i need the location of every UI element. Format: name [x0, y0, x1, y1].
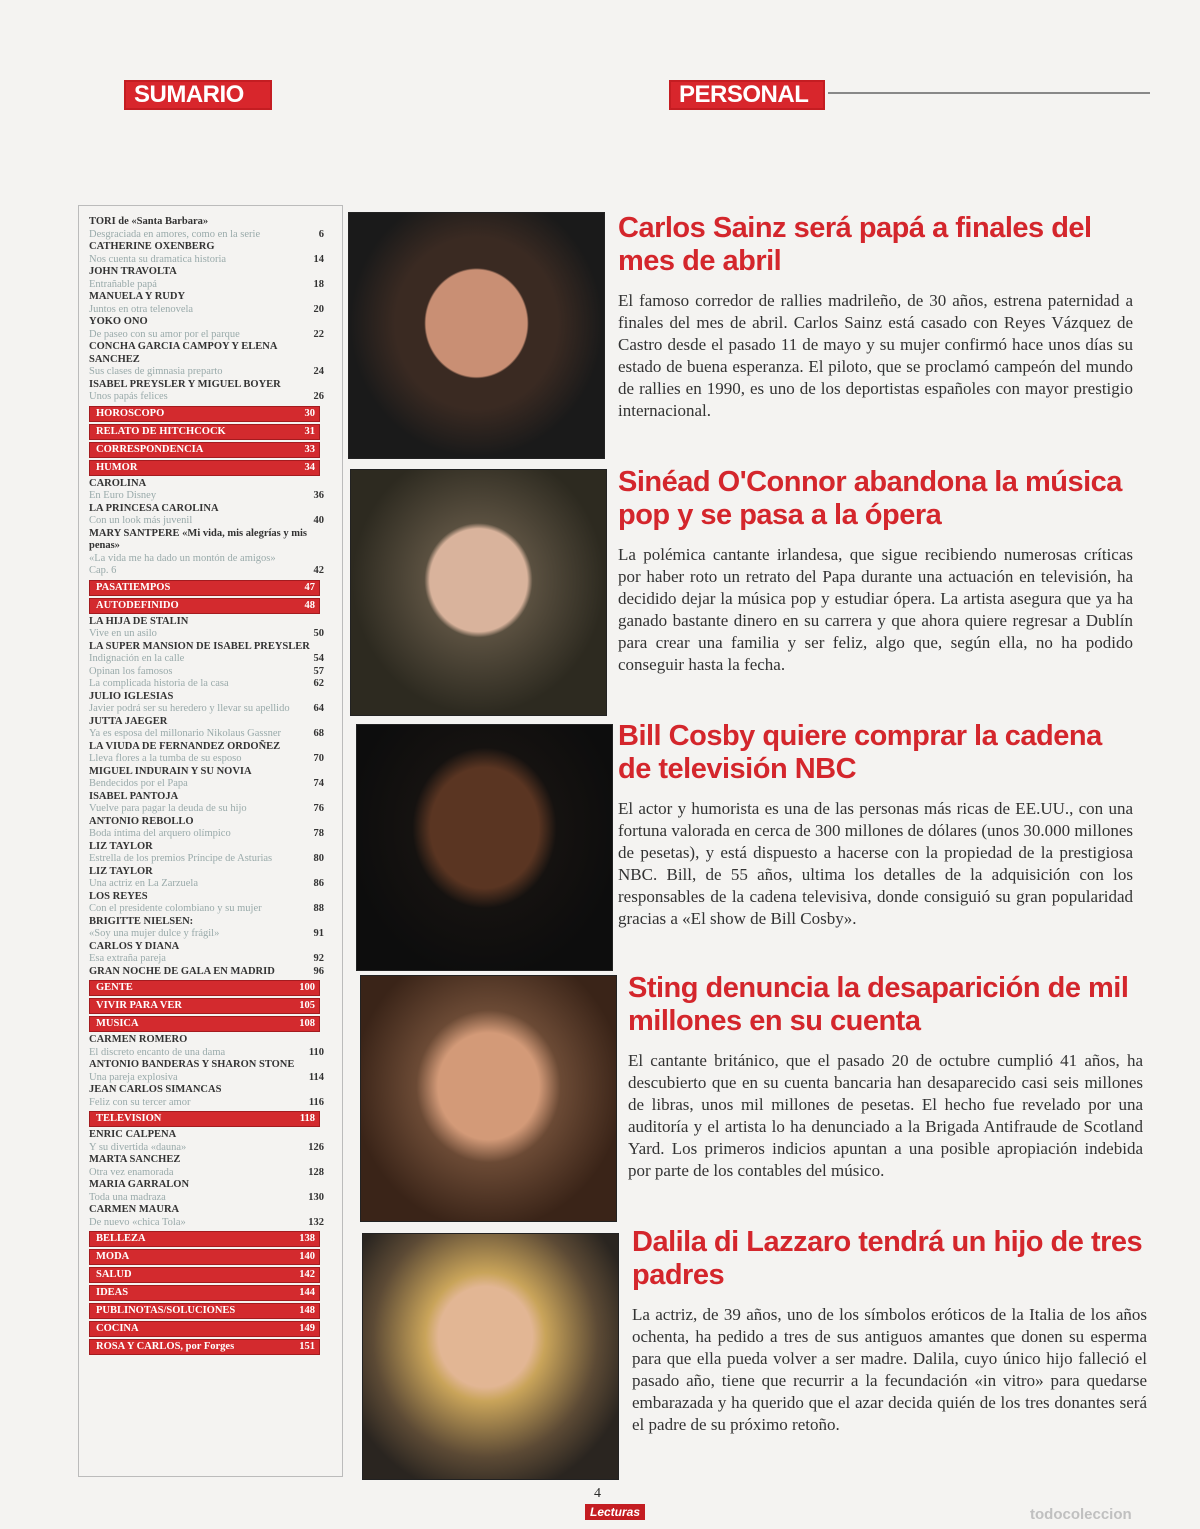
toc-section-label: MUSICA: [96, 1018, 139, 1029]
toc-entry: [89, 740, 324, 766]
toc-section-label: BELLEZA: [96, 1233, 146, 1244]
toc-entry: [89, 615, 324, 641]
toc-entry-title: BRIGITTE NIELSEN:: [89, 915, 194, 927]
toc-page-number: 70: [313, 753, 324, 764]
toc-entry-subtitle: Vive en un asilo: [89, 628, 157, 639]
article-headline: Bill Cosby quiere comprar la cadena de televisión NBC: [618, 720, 1102, 785]
toc-section-label: HUMOR: [96, 461, 138, 473]
toc-page-number: 100: [299, 982, 315, 993]
toc-page-number: 108: [299, 1018, 315, 1029]
toc-entry: [89, 865, 324, 891]
toc-page-number: 142: [299, 1269, 315, 1280]
toc-entry: [89, 1204, 324, 1229]
toc-page-number: 130: [308, 1191, 324, 1203]
header-rule: [828, 92, 1150, 94]
toc-entry: [89, 502, 324, 528]
toc-entry: [89, 241, 324, 266]
section-tag-sumario: SUMARIO: [124, 80, 272, 110]
toc-section-label: MODA: [96, 1251, 130, 1262]
toc-section-label: TELEVISION: [96, 1113, 162, 1124]
toc-entry: [89, 678, 324, 691]
toc-entry-title: LA PRINCESA CAROLINA: [89, 502, 219, 514]
toc-page-number: 148: [299, 1305, 315, 1316]
toc-entry-title: MARTA SANCHEZ: [89, 1154, 181, 1165]
photo-carlos-sainz: [348, 212, 605, 459]
toc-entry: [89, 378, 324, 404]
toc-entry-subtitle: De paseo con su amor por el parque: [89, 328, 240, 340]
toc-entry-title: ANTONIO REBOLLO: [89, 815, 194, 827]
toc-section-bar: [89, 1111, 320, 1127]
toc-section-bar: [89, 442, 320, 458]
toc-section-bar: [89, 1231, 320, 1247]
photo-sinead-oconnor: [350, 469, 607, 716]
toc-entry-title: TORI de «Santa Barbara»: [89, 216, 209, 227]
watermark: todocoleccion: [1030, 1506, 1132, 1523]
toc-page-number: 50: [313, 628, 324, 639]
toc-entry-subtitle: Y su divertida «dauna»: [89, 1141, 187, 1153]
toc-entry-subtitle: El discreto encanto de una dama: [89, 1046, 226, 1058]
toc-entry: [89, 216, 324, 241]
toc-page-number: 36: [313, 490, 324, 501]
toc-page-number: 110: [308, 1046, 324, 1058]
toc-page-number: 92: [313, 953, 324, 964]
article-sinead-oconnor: [618, 466, 1133, 676]
article-sting: [628, 972, 1143, 1182]
toc-entry-subtitle: Nos cuenta su dramatica historia: [89, 253, 227, 265]
toc-section-bar: [89, 1303, 320, 1319]
toc-entry-title: LA SUPER MANSION DE ISABEL PREYSLER: [89, 640, 310, 652]
toc-entry-title: LA VIUDA DE FERNANDEZ ORDOÑEZ: [89, 740, 281, 752]
toc-section-bar: [89, 424, 320, 440]
toc-section-label: IDEAS: [96, 1287, 129, 1298]
table-of-contents: [78, 205, 343, 1477]
toc-entry-title: ANTONIO BANDERAS Y SHARON STONE: [89, 1059, 295, 1070]
toc-section-label: HOROSCOPO: [96, 407, 165, 419]
toc-section-bar: [89, 1339, 320, 1355]
toc-page-number: 20: [313, 303, 324, 315]
toc-entry: [89, 690, 324, 716]
toc-page-number: 140: [299, 1251, 315, 1262]
toc-section-label: ROSA Y CARLOS, por Forges: [96, 1341, 235, 1352]
photo-sting: [360, 975, 617, 1222]
toc-section-bar: [89, 598, 320, 614]
toc-entry-subtitle: Vuelve para pagar la deuda de su hijo: [89, 803, 247, 814]
toc-section-label: VIVIR PARA VER: [96, 1000, 182, 1011]
toc-page-number: 151: [299, 1341, 315, 1352]
article-body: El famoso corredor de rallies madrileño, de 30 años, estrena paternidad a finales del mes de abril. Carlos Sainz está casado con Reyes Vázquez de Castro desde el pasado 11 de mayo y su mujer confirmó hace unos días su estado de buena esperanza. El piloto, que se proclamó campeón del mundo de rallies en 1990, es uno de los deportistas españoles con mayor prestigio internacional.: [618, 291, 1133, 420]
toc-page-number: 24: [313, 366, 324, 377]
toc-section-bar: [89, 1016, 320, 1032]
toc-page-number: 42: [313, 565, 324, 576]
toc-entry-subtitle: Con el presidente colombiano y su mujer: [89, 903, 262, 914]
toc-section-bar: [89, 1321, 320, 1337]
toc-page-number: 126: [308, 1141, 324, 1153]
toc-entry-subtitle: Una pareja explosiva: [89, 1071, 178, 1083]
toc-page-number: 48: [304, 599, 315, 611]
toc-entry-title: JUTTA JAEGER: [89, 715, 168, 727]
toc-page-number: 149: [299, 1323, 315, 1334]
article-headline: Sting denuncia la desaparición de mil millones en su cuenta: [628, 972, 1129, 1037]
toc-entry: [89, 940, 324, 966]
toc-page-number: 116: [308, 1096, 324, 1108]
toc-entry-title: LOS REYES: [89, 890, 148, 902]
toc-page-number: 118: [299, 1113, 315, 1124]
toc-entry: [89, 527, 324, 578]
toc-page-number: 144: [299, 1287, 315, 1298]
toc-page-number: 40: [313, 515, 324, 526]
toc-entry: [89, 291, 324, 316]
toc-page-number: 64: [313, 703, 324, 714]
toc-section-bar: [89, 1285, 320, 1301]
toc-entry-title: ENRIC CALPENA: [89, 1129, 177, 1140]
toc-entry-subtitle: Juntos en otra telenovela: [89, 303, 194, 315]
toc-entry-title: MIGUEL INDURAIN Y SU NOVIA: [89, 765, 252, 777]
toc-entry-subtitle: Unos papás felices: [89, 391, 168, 402]
article-body: La polémica cantante irlandesa, que sigue recibiendo numerosas críticas por haber roto un retrato del Papa durante una actuación en televisión, ha decidido dejar la música pop y estudiar ópera. La artista asegura que ya ha ganado bastante dinero en su carrera y que ahora quiere regresar a Dublín para crear una familia y ser feliz, algo que, según ella, no ha podido conseguir hasta la fecha.: [618, 545, 1133, 674]
toc-entry-title: JEAN CARLOS SIMANCAS: [89, 1084, 222, 1095]
toc-page-number: 18: [313, 278, 324, 290]
toc-page-number: 74: [313, 778, 324, 789]
toc-section-label: PUBLINOTAS/SOLUCIONES: [96, 1305, 236, 1316]
toc-entry-title: ISABEL PANTOJA: [89, 790, 179, 802]
toc-page-number: 22: [313, 328, 324, 340]
toc-page-number: 14: [313, 253, 324, 265]
toc-entry-title: CARMEN ROMERO: [89, 1034, 188, 1045]
toc-entry-title: GRAN NOCHE DE GALA EN MADRID: [89, 965, 275, 977]
toc-section-bar: [89, 998, 320, 1014]
toc-entry-subtitle: Desgraciada en amores, como en la serie: [89, 228, 261, 240]
toc-entry: [89, 1179, 324, 1204]
toc-entry-subtitle: Entrañable papá: [89, 278, 157, 290]
toc-entry-subtitle: Opinan los famosos: [89, 665, 173, 677]
toc-entry-subtitle: Otra vez enamorada: [89, 1166, 174, 1178]
toc-entry-subtitle: Bendecidos por el Papa: [89, 778, 188, 789]
toc-page-number: 26: [313, 391, 324, 402]
toc-entry: [89, 1154, 324, 1179]
toc-page-number: 57: [313, 665, 324, 677]
toc-entry-subtitle: Feliz con su tercer amor: [89, 1096, 191, 1108]
section-tag-personal: PERSONAL: [669, 80, 825, 110]
toc-page-number: 96: [313, 965, 324, 977]
toc-page-number: 114: [308, 1071, 324, 1083]
article-bill-cosby: [618, 720, 1133, 930]
toc-section-label: AUTODEFINIDO: [96, 599, 179, 611]
toc-entry: [89, 1059, 324, 1084]
toc-entry: [89, 765, 324, 791]
article-dalila-di-lazzaro: [632, 1226, 1147, 1436]
toc-entry-subtitle: La complicada historia de la casa: [89, 678, 229, 689]
toc-entry: [89, 1034, 324, 1059]
article-headline: Dalila di Lazzaro tendrá un hijo de tres padres: [632, 1226, 1143, 1291]
toc-entry-subtitle: Con un look más juvenil: [89, 515, 193, 526]
toc-section-bar: [89, 1249, 320, 1265]
toc-entry-title: CARLOS Y DIANA: [89, 940, 180, 952]
toc-entry-subtitle: Toda una madraza: [89, 1191, 166, 1203]
toc-page-number: 86: [313, 878, 324, 889]
toc-entry-title: LIZ TAYLOR: [89, 840, 153, 852]
toc-entry-subtitle: En Euro Disney: [89, 490, 157, 501]
toc-entry-subtitle: Lleva flores a la tumba de su esposo: [89, 753, 242, 764]
toc-entry: [89, 1084, 324, 1109]
toc-entry-title: MANUELA Y RUDY: [89, 291, 186, 302]
toc-page-number: 6: [318, 228, 324, 240]
toc-page-number: 68: [313, 728, 324, 739]
toc-entry: [89, 915, 324, 941]
toc-entry-subtitle: Boda íntima del arquero olímpico: [89, 828, 231, 839]
toc-entry-title: JULIO IGLESIAS: [89, 690, 174, 702]
article-carlos-sainz: [618, 212, 1133, 422]
toc-page-number: 105: [299, 1000, 315, 1011]
toc-entry-subtitle: Sus clases de gimnasia preparto: [89, 366, 223, 377]
toc-section-bar: [89, 980, 320, 996]
toc-entry: [89, 266, 324, 291]
toc-page-number: 62: [313, 678, 324, 689]
toc-entry-subtitle: Estrella de los premios Príncipe de Asturias: [89, 853, 273, 864]
toc-section-bar: [89, 406, 320, 422]
toc-section-bar: [89, 580, 320, 596]
toc-page-number: 138: [299, 1233, 315, 1244]
photo-dalila-di-lazzaro: [362, 1233, 619, 1480]
toc-entry: [89, 840, 324, 866]
toc-page-number: 30: [304, 407, 315, 419]
toc-entry: [89, 316, 324, 341]
toc-section-label: GENTE: [96, 982, 133, 993]
photo-bill-cosby: [356, 724, 613, 971]
toc-section-label: SALUD: [96, 1269, 132, 1280]
article-body: El cantante británico, que el pasado 20 de octubre cumplió 41 años, ha descubierto que en su cuenta bancaria han desaparecido casi seis millones de libras, unos mil millones de pesetas. El hecho fue revelado por una auditoría y el artista lo ha denunciado a la Brigada Antifraude de Scotland Yard. Los primeros indicios apuntan a una posible apropiación indebida por parte de los contables del músico.: [628, 1051, 1143, 1180]
toc-page-number: 88: [313, 903, 324, 914]
lecturas-logo: Lecturas: [585, 1504, 645, 1520]
toc-entry: [89, 965, 324, 979]
toc-entry-title: MARIA GARRALON: [89, 1179, 190, 1190]
toc-entry-title: YOKO ONO: [89, 316, 148, 327]
toc-section-label: RELATO DE HITCHCOCK: [96, 425, 226, 437]
toc-entry: [89, 477, 324, 503]
toc-entry: [89, 790, 324, 816]
toc-page-number: 31: [304, 425, 315, 437]
toc-entry-title: CATHERINE OXENBERG: [89, 241, 215, 252]
toc-section-bar: [89, 460, 320, 476]
toc-entry-title: CONCHA GARCIA CAMPOY Y ELENA SANCHEZ: [89, 341, 277, 365]
toc-entry-subtitle: Indignación en la calle: [89, 653, 185, 664]
page-number: 4: [594, 1486, 601, 1501]
toc-page-number: 128: [308, 1166, 324, 1178]
toc-entry-title: LIZ TAYLOR: [89, 865, 153, 877]
toc-page-number: 76: [313, 803, 324, 814]
toc-entry-title: JOHN TRAVOLTA: [89, 266, 177, 277]
toc-entry-subtitle: Una actriz en La Zarzuela: [89, 878, 199, 889]
toc-section-label: CORRESPONDENCIA: [96, 443, 204, 455]
toc-entry: [89, 815, 324, 841]
toc-entry-title: ISABEL PREYSLER Y MIGUEL BOYER: [89, 378, 281, 390]
article-headline: Sinéad O'Connor abandona la música pop y se pasa a la ópera: [618, 466, 1122, 531]
toc-entry-subtitle: De nuevo «chica Tola»: [89, 1216, 186, 1228]
article-body: La actriz, de 39 años, uno de los símbolos eróticos de la Italia de los años ochenta, ha pedido a tres de sus antiguos amantes que donen su esperma para que ella pueda volver a ser madre. Dalila, cuyo único hijo falleció el pasado año, tiene que recurrir a la fecundación «in vitro» para quedarse embarazada y ha querido que el azar decida quién de los tres donantes será el padre de su próximo retoño.: [632, 1305, 1147, 1434]
toc-page-number: 34: [304, 461, 315, 473]
toc-page-number: 47: [304, 581, 315, 593]
toc-entry-subtitle: Javier podrá ser su heredero y llevar su apellido: [89, 703, 290, 714]
toc-page-number: 54: [313, 653, 324, 664]
toc-entry-title: CARMEN MAURA: [89, 1204, 180, 1215]
toc-entry: [89, 715, 324, 741]
toc-page-number: 91: [313, 928, 324, 939]
toc-entry-title: LA HIJA DE STALIN: [89, 615, 189, 627]
article-headline: Carlos Sainz será papá a finales del mes de abril: [618, 212, 1092, 277]
toc-section-label: COCINA: [96, 1323, 139, 1334]
article-body: El actor y humorista es una de las personas más ricas de EE.UU., con una fortuna valorada en cerca de 300 millones de dólares (unos 30.000 millones de pesetas), y está dispuesto a hacerse con la propiedad de la prestigiosa NBC. Bill, de 55 años, ultima los detalles de la adquisición con los responsables de la cadena televisiva, donde consiguió su gran popularidad gracias a «El show de Bill Cosby».: [618, 799, 1133, 928]
toc-section-bar: [89, 1267, 320, 1283]
toc-entry: [89, 1129, 324, 1154]
toc-entry: [89, 890, 324, 916]
toc-page-number: 33: [304, 443, 315, 455]
toc-entry-subtitle: «La vida me ha dado un montón de amigos» Cap. 6: [89, 552, 276, 576]
toc-entry-title: CAROLINA: [89, 477, 147, 489]
toc-entry: [89, 640, 324, 666]
toc-page-number: 78: [313, 828, 324, 839]
toc-section-label: PASATIEMPOS: [96, 581, 171, 593]
toc-page-number: 80: [313, 853, 324, 864]
toc-entry-subtitle: Esa extraña pareja: [89, 953, 166, 964]
toc-entry-subtitle: Ya es esposa del millonario Nikolaus Gassner: [89, 728, 281, 739]
toc-entry: [89, 665, 324, 679]
toc-entry-title: MARY SANTPERE «Mi vida, mis alegrías y mis penas»: [89, 527, 307, 551]
toc-page-number: 132: [308, 1216, 324, 1228]
toc-entry-subtitle: «Soy una mujer dulce y frágil»: [89, 928, 220, 939]
toc-entry: [89, 341, 324, 379]
